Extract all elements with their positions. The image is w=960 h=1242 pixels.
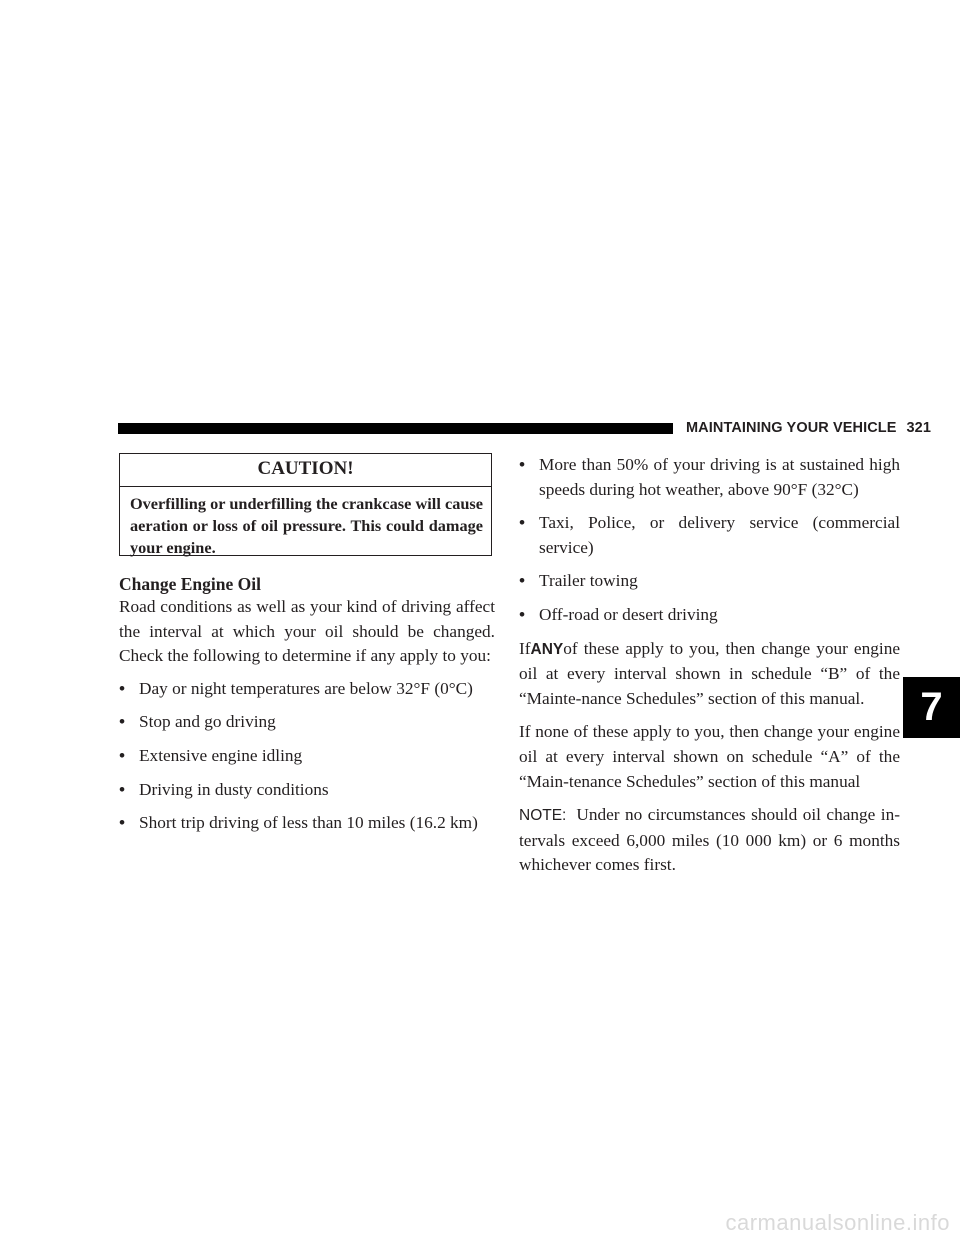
bullet-icon: •	[519, 513, 526, 533]
conditions-list-right	[519, 453, 900, 628]
conditions-list-left	[119, 677, 495, 836]
page-number: 321	[906, 420, 932, 436]
bullet-icon: •	[519, 455, 526, 474]
note-label: NOTE:	[519, 807, 567, 825]
list-item	[119, 811, 495, 836]
caution-box	[119, 453, 492, 556]
caution-text: Overfilling or underfilling the crankcase will cause aeration or loss of oil pressure. This could damage your engine.	[130, 494, 483, 557]
list-item	[519, 603, 900, 628]
header-rule	[118, 423, 673, 434]
list-item-text: More than 50% of your driving is at sustained high speeds during hot weather, above 90°F (32°C)	[539, 455, 900, 499]
list-item-text: Taxi, Police, or delivery service (commercial service)	[539, 513, 900, 557]
list-item-text: Extensive engine idling	[139, 745, 303, 765]
list-item-text: Trailer towing	[539, 571, 638, 591]
note-paragraph	[519, 803, 900, 878]
running-header	[686, 420, 931, 436]
list-item	[119, 677, 495, 702]
section-title: MAINTAINING YOUR VEHICLE	[686, 420, 897, 436]
bullet-icon: •	[119, 779, 126, 799]
schedule-b-paragraph	[519, 637, 900, 712]
left-column	[119, 453, 495, 836]
bullet-icon: •	[119, 712, 126, 732]
list-item	[119, 710, 495, 735]
bullet-icon: •	[119, 813, 126, 833]
watermark: carmanualsonline.info	[725, 1210, 950, 1235]
bullet-icon: •	[119, 745, 126, 765]
right-column	[519, 453, 900, 878]
caution-title: CAUTION!	[120, 454, 491, 487]
list-item-text: Day or night temperatures are below 32°F (0°C)	[139, 678, 473, 698]
list-item	[519, 569, 900, 594]
list-item	[119, 778, 495, 803]
intro-paragraph: Road conditions as well as your kind of driving affect the interval at which your oil should be changed. Check the following to determine if any apply to you:	[119, 597, 495, 666]
list-item-text: Short trip driving of less than 10 miles (16.2 km)	[139, 813, 478, 833]
schedule-a-paragraph: If none of these apply to you, then change your engine oil at every interval shown on schedule “A” of the “Main-tenance Schedules” section of this manual	[519, 722, 900, 791]
list-item-text: Driving in dusty conditions	[139, 779, 329, 799]
bullet-icon: •	[119, 678, 126, 698]
schedule-b-text: of these apply to you, then change your engine oil at every interval shown in schedule “B” of the “Mainte-nance Schedules” section of this manual.	[519, 638, 900, 708]
list-item	[519, 453, 900, 502]
list-item-text: Stop and go driving	[139, 712, 276, 732]
any-keyword: ANY	[530, 640, 564, 658]
list-item	[519, 511, 900, 560]
bullet-icon: •	[519, 571, 526, 591]
chapter-tab: 7	[903, 677, 960, 738]
list-item	[119, 744, 495, 769]
list-item-text: Off-road or desert driving	[539, 604, 718, 624]
section-heading: Change Engine Oil	[119, 574, 261, 594]
bullet-icon: •	[519, 604, 526, 624]
schedule-b-prefix: If	[519, 638, 531, 658]
note-text: Under no circumstances should oil change in-tervals exceed 6,000 miles (10 000 km) or 6 months whichever comes first.	[519, 805, 900, 875]
